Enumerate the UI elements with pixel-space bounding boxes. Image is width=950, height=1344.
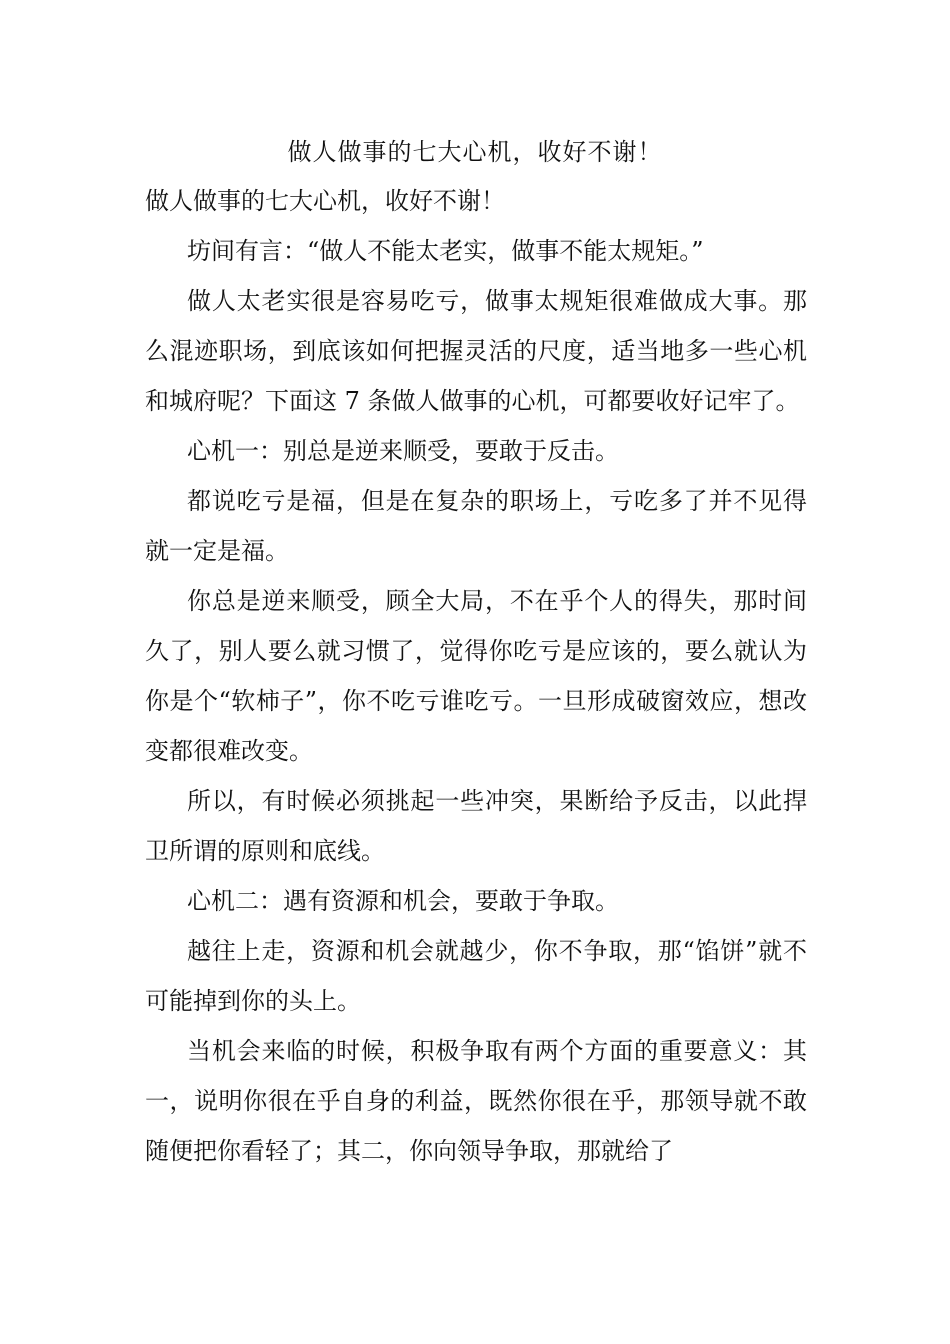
paragraph: 越往上走，资源和机会就越少，你不争取，那“馅饼”就不可能掉到你的头上。: [145, 937, 807, 1015]
paragraph: 所以，有时候必须挑起一些冲突，果断给予反击，以此捍卫所谓的原则和底线。: [145, 787, 807, 865]
paragraph: 当机会来临的时候，积极争取有两个方面的重要意义：其一，说明你很在乎自身的利益，既然你很在乎，那领导就不敢随便把你看轻了；其二，你向领导争取，那就给了: [145, 1037, 807, 1165]
paragraph: 坊间有言：“做人不能太老实，做事不能太规矩。”: [187, 237, 704, 265]
paragraph: 都说吃亏是福，但是在复杂的职场上，亏吃多了并不见得就一定是福。: [145, 487, 807, 565]
section-heading-2: 心机二：遇有资源和机会，要敢于争取。: [187, 887, 619, 915]
section-heading-1: 心机一：别总是逆来顺受，要敢于反击。: [187, 437, 619, 465]
paragraph-heading: 做人做事的七大心机，收好不谢！: [145, 187, 505, 215]
document-body: [145, 176, 807, 1176]
paragraph: 你总是逆来顺受，顾全大局，不在乎个人的得失，那时间久了，别人要么就习惯了，觉得你吃亏是应该的，要么就认为你是个“软柿子”，你不吃亏谁吃亏。一旦形成破窗效应，想改变都很难改变。: [145, 587, 807, 765]
paragraph: 做人太老实很是容易吃亏，做事太规矩很难做成大事。那么混迹职场，到底该如何把握灵活的尺度，适当地多一些心机和城府呢？下面这 7 条做人做事的心机，可都要收好记牢了。: [145, 287, 807, 415]
document-title: 做人做事的七大心机，收好不谢！: [287, 138, 663, 166]
